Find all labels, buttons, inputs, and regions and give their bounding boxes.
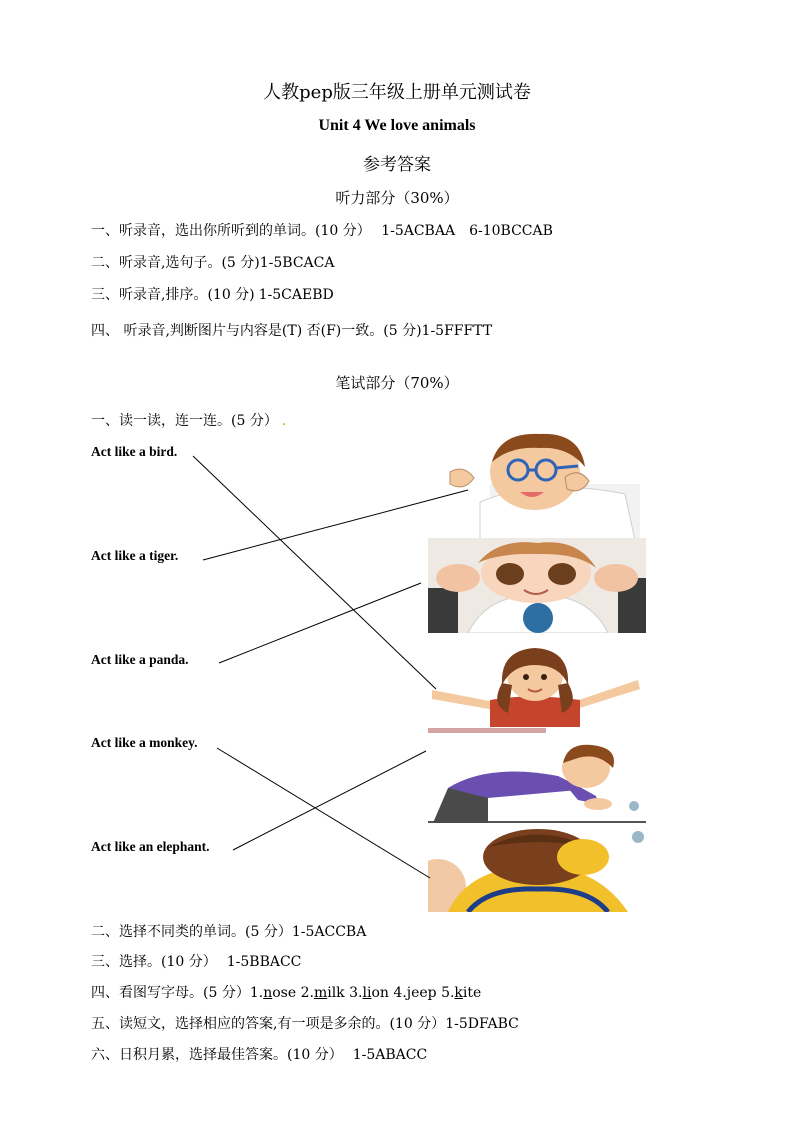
item-answer: 1-5ABACC [352,1047,428,1063]
item-answer: 1-5ACCBA [291,924,367,940]
match-line-elephant [233,751,426,850]
match-line-tiger [203,490,468,560]
writing-part1-label: 一、读一读，连一连。(5 分） . [91,413,287,429]
writing-item-5 [91,1013,519,1033]
item-label: 三、选择。(10 分） [91,954,217,970]
item-answer: 1-5BBACC [226,954,302,970]
item-answer: 1-5DFABC [445,1016,519,1032]
answer-key-title: 参考答案 [363,155,431,175]
item-label: 四、看图写字母。(5 分） [91,985,250,1001]
item-label: 三、听录音,排序。(10 分) [91,287,255,303]
match-line-panda [219,583,421,663]
listening-heading: 听力部分（30%） [335,189,459,207]
sentence-tiger: Act like a tiger. [91,548,179,563]
document-title: 人教pep版三年级上册单元测试卷 [263,82,531,103]
answer-word-4: 4.jeep [393,985,437,1001]
item-label: 五、读短文，选择相应的答案,有一项是多余的。(10 分） [91,1016,446,1032]
sentence-panda: Act like a panda. [91,652,189,667]
answer-word-1: 1.nose [249,985,297,1001]
unit-title: Unit 4 We love animals [318,117,476,134]
item-answer: 1-5ACBAA 6-10BCCAB [381,223,553,239]
writing-item-4 [91,982,481,1002]
sentence-elephant: Act like an elephant. [91,839,210,854]
answer-word-5: 5.kite [441,985,482,1001]
match-line-bird [193,456,436,689]
writing-item-2 [91,921,366,941]
item-answer: 1-5FFFTT [421,323,493,339]
item-label: 一、听录音，选出你所听到的单词。(10 分） [91,223,371,239]
item-label: 二、听录音,选句子。(5 分) [91,255,260,271]
item-answer: 1-5BCACA [259,255,335,271]
sentence-monkey: Act like a monkey. [91,735,198,750]
stray-dot: . [281,413,287,429]
writing-heading: 笔试部分（70%） [335,374,459,392]
answer-word-2: 2.milk [300,985,345,1001]
item-label: 四、 听录音,判断图片与内容是(T) 否(F)一致。(5 分) [91,323,422,339]
item-answer: 1-5CAEBD [258,287,334,303]
writing-item-6 [91,1044,427,1064]
item-label: 二、选择不同类的单词。(5 分） [91,924,292,940]
item-label: 六、日积月累，选择最佳答案。(10 分） [91,1047,343,1063]
match-line-monkey [217,748,430,878]
answer-word-3: 3.lion [349,985,389,1001]
sentence-bird: Act like a bird. [91,444,178,459]
writing-item-3 [91,951,301,971]
